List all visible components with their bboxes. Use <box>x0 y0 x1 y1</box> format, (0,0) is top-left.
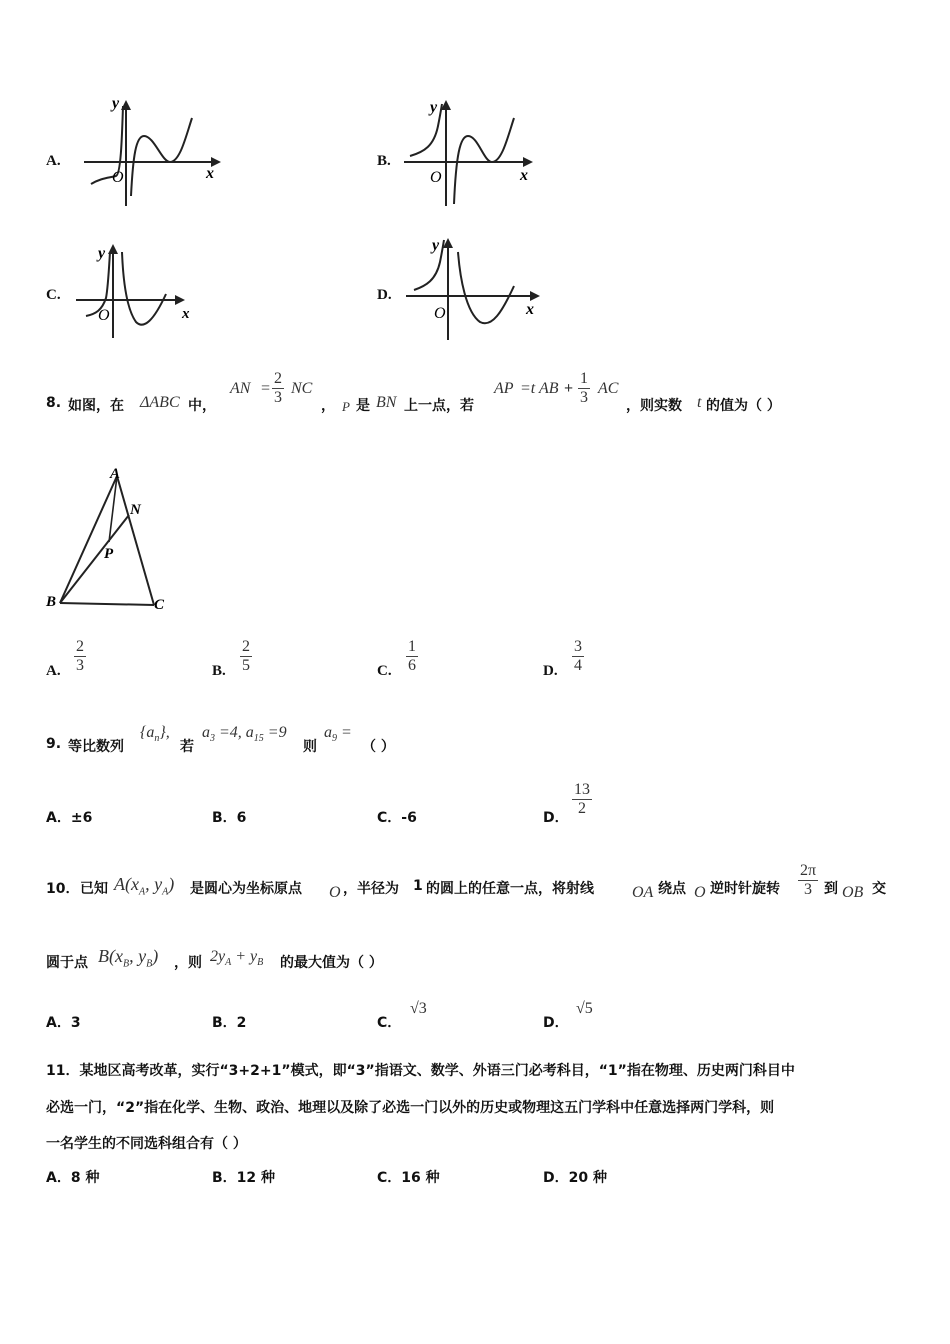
q8-comma: ， <box>321 398 335 414</box>
q10-option-a[interactable] <box>46 1012 81 1032</box>
q8-a-num: 2 <box>76 638 84 655</box>
q11-d-value: 20 种 <box>568 1170 607 1186</box>
q8-tab: =t AB <box>520 380 559 397</box>
q9-cond-sub1: 3 <box>210 733 215 745</box>
q10-b-label: B． <box>212 1015 237 1031</box>
q10-pta-end: ) <box>168 874 175 894</box>
q9-number: 9. <box>46 736 62 752</box>
q10-text7: 到 <box>824 881 838 897</box>
q9-stem <box>46 722 926 762</box>
q9-d-num: 13 <box>574 781 590 798</box>
q8-eq: = <box>260 380 271 397</box>
q7-c-y: y <box>98 245 106 262</box>
q7-graph-a <box>76 96 226 211</box>
q10-option-c[interactable]: √3 <box>410 1000 427 1017</box>
q9-seq-end: }, <box>159 724 170 741</box>
q11-c-label: C． <box>377 1170 402 1186</box>
q7-d-o: O <box>434 305 446 322</box>
q10-one: 1 <box>413 878 423 894</box>
q10-rotation <box>798 862 818 899</box>
q11-option-d[interactable] <box>543 1167 607 1187</box>
q7-graph-c <box>70 238 200 343</box>
q8-p: P <box>342 399 350 414</box>
q7-option-a-label: A. <box>46 153 61 169</box>
q8-plus: + <box>564 380 574 397</box>
q8-fig-a: A <box>110 466 121 482</box>
q9-option-c[interactable] <box>377 807 417 827</box>
q10-rot-num: 2π <box>800 862 817 879</box>
q10-o2: O <box>694 884 706 901</box>
q10-ob: OB <box>842 884 864 901</box>
q9-text2: 若 <box>180 739 194 755</box>
q7-d-y: y <box>432 237 440 254</box>
q8-fig-p: P <box>104 546 114 562</box>
q7-b-x: x <box>520 167 528 184</box>
q9-paren: （ ） <box>362 739 395 755</box>
q9-d-den: 2 <box>578 800 586 817</box>
q8-frac-num: 2 <box>274 370 282 387</box>
q8-d-num: 3 <box>574 638 582 655</box>
q9-cond <box>202 724 287 744</box>
q10-expr-2y: 2y <box>210 948 226 965</box>
q11-a-label: A． <box>46 1170 71 1186</box>
q10-pta-sub2: A <box>162 886 169 898</box>
q7-a-y: y <box>112 96 120 112</box>
q8-fig-c: C <box>154 597 165 613</box>
q10-pta: A(x <box>114 874 139 894</box>
q11-d-label: D． <box>543 1170 569 1186</box>
q7-a-x: x <box>206 165 214 182</box>
q10-oa: OA <box>632 884 654 901</box>
q10-rot-den: 3 <box>804 881 813 898</box>
q8-text5: ，则实数 <box>626 398 682 414</box>
q9-a9-sub: 9 <box>332 733 337 745</box>
q9-d-label: D． <box>543 810 569 826</box>
q10-expr-plus: + y <box>231 948 258 965</box>
q10-ptb-sub2: B <box>146 958 153 970</box>
q10-number: 10． <box>46 881 80 897</box>
q9-option-d[interactable] <box>572 781 592 818</box>
q8-nc: NC <box>291 380 313 397</box>
q10-expr-sub-a: A <box>225 957 232 969</box>
q8-fraction2 <box>578 370 590 407</box>
q10-text5: 绕点 <box>658 881 686 897</box>
q9-text3: 则 <box>303 739 317 755</box>
q10-ptb-end: ) <box>152 946 159 966</box>
q11-line2: 必选一门，“2”指在化学、生物、政治、地理以及除了必选一门以外的历史或物理这五门学科中任意选择两门学科，则 <box>46 1100 775 1116</box>
q8-option-b-label: B. <box>212 663 226 679</box>
q9-option-b[interactable] <box>212 807 246 827</box>
q9-seq-a: {a <box>140 724 155 741</box>
q10-a-label: A． <box>46 1015 71 1031</box>
q7-a-o: O <box>112 169 124 186</box>
q10-line2-text3: 的最大值为（ ） <box>280 955 383 971</box>
q8-option-a-label: A. <box>46 663 61 679</box>
q9-a9-eq: = <box>337 724 352 741</box>
q9-cond-a: a <box>202 724 210 741</box>
q10-c-label: C． <box>377 1015 402 1031</box>
q9-c-value: -6 <box>401 810 417 826</box>
q9-cond-sub2: 15 <box>253 733 264 745</box>
q10-expr-sub-b: B <box>257 957 264 969</box>
q10-point-a <box>114 874 174 898</box>
q7-c-x: x <box>182 306 190 322</box>
q10-a-value: 3 <box>70 1015 81 1031</box>
q10-d-label: D． <box>543 1015 569 1031</box>
q7-d-x: x <box>526 301 534 318</box>
q9-option-a[interactable] <box>46 807 92 827</box>
q10-point-b <box>98 946 158 970</box>
q8-bn: BN <box>376 394 397 411</box>
q11-line3: 一名学生的不同选科组合有（ ） <box>46 1136 247 1152</box>
q8-frac2-num: 1 <box>580 370 588 387</box>
q9-b-value: 6 <box>236 810 247 826</box>
q10-text8: 交 <box>872 881 886 897</box>
q9-b-label: B． <box>212 810 237 826</box>
q8-triangle: ΔABC <box>140 394 180 411</box>
q7-b-y: y <box>430 99 438 116</box>
q8-stem <box>46 370 926 420</box>
q10-text4: 的圆上的任意一点，将射线 <box>426 881 594 897</box>
q8-number: 8. <box>46 395 62 411</box>
q8-text3: 是 <box>356 398 370 414</box>
q11-option-c[interactable] <box>377 1167 440 1187</box>
q9-text1: 等比数列 <box>68 739 124 755</box>
q10-option-d[interactable]: √5 <box>576 1000 593 1017</box>
q8-an: AN <box>230 380 251 397</box>
q8-option-c[interactable] <box>406 638 418 675</box>
q8-b-num: 2 <box>242 638 250 655</box>
q9-cond-mid: =4, a <box>215 724 254 741</box>
q10-pta-sub1: A <box>138 886 146 898</box>
q10-pta-mid: , y <box>145 874 163 894</box>
q7-option-d-label: D. <box>377 287 392 303</box>
q10-line2-text1: 圆于点 <box>46 955 88 971</box>
q11-line1: 11．某地区高考改革，实行“3+2+1”模式，即“3”指语文、数学、外语三门必考科目，“1”指在物理、历史两门科目中 <box>46 1063 795 1079</box>
q8-text6: 的值为（ ） <box>706 398 781 414</box>
q10-line1 <box>46 862 926 908</box>
q10-text1: 已知 <box>80 881 108 897</box>
q8-b-den: 5 <box>242 657 250 674</box>
q8-ac: AC <box>598 380 619 397</box>
q9-a9 <box>324 724 352 744</box>
q8-option-d-label: D. <box>543 663 558 679</box>
q8-option-c-label: C. <box>377 663 392 679</box>
q8-d-den: 4 <box>574 657 582 674</box>
q8-text4: 上一点，若 <box>404 398 474 414</box>
q11-a-value: 8 种 <box>70 1170 100 1186</box>
q8-text1: 如图，在 <box>68 398 124 414</box>
q11-option-b[interactable] <box>212 1167 275 1187</box>
q8-ap: AP <box>494 380 514 397</box>
q8-fig-n: N <box>130 502 141 518</box>
q11-b-value: 12 种 <box>236 1170 276 1186</box>
q9-seq-sub: n <box>154 733 160 745</box>
q8-frac2-den: 3 <box>580 389 588 406</box>
q10-line2 <box>46 936 926 976</box>
q10-line2-text2: ，则 <box>174 955 202 971</box>
q8-option-b[interactable] <box>240 638 252 675</box>
q8-c-num: 1 <box>408 638 416 655</box>
q9-cond-end: =9 <box>263 724 287 741</box>
q8-triangle-figure <box>44 462 174 617</box>
q10-o: O <box>329 884 341 901</box>
q10-b-value: 2 <box>236 1015 247 1031</box>
q10-ptb-mid: , y <box>129 946 147 966</box>
q8-option-d[interactable] <box>572 638 584 675</box>
q10-ptb-sub1: B <box>122 958 130 970</box>
q7-graph-d <box>402 232 552 344</box>
q10-text3: ，半径为 <box>343 881 399 897</box>
q10-text6: 逆时针旋转 <box>710 881 780 897</box>
q7-graph-b <box>398 96 548 211</box>
q8-fraction <box>272 370 284 407</box>
q8-frac-den: 3 <box>274 389 282 406</box>
q8-c-den: 6 <box>408 657 416 674</box>
q10-expr <box>210 948 263 968</box>
q8-fig-b: B <box>46 594 57 610</box>
q8-text2: 中， <box>188 398 216 414</box>
q9-c-label: C． <box>377 810 402 826</box>
q8-a-den: 3 <box>76 657 84 674</box>
q9-seq <box>140 724 170 744</box>
q7-c-o: O <box>98 307 110 324</box>
q8-t: t <box>697 394 702 411</box>
q9-a-label: A． <box>46 810 71 826</box>
q10-text2: 是圆心为坐标原点 <box>190 881 302 897</box>
q7-option-b-label: B. <box>377 153 391 169</box>
q11-b-label: B． <box>212 1170 237 1186</box>
q7-b-o: O <box>430 169 442 186</box>
q9-a-value: ±6 <box>70 810 93 826</box>
q9-a9-a: a <box>324 724 332 741</box>
q7-option-c-label: C. <box>46 287 61 303</box>
q11-option-a[interactable] <box>46 1167 99 1187</box>
q8-option-a[interactable] <box>74 638 86 675</box>
q11-c-value: 16 种 <box>401 1170 440 1186</box>
q10-option-b[interactable] <box>212 1012 246 1032</box>
q10-ptb: B(x <box>98 946 123 966</box>
